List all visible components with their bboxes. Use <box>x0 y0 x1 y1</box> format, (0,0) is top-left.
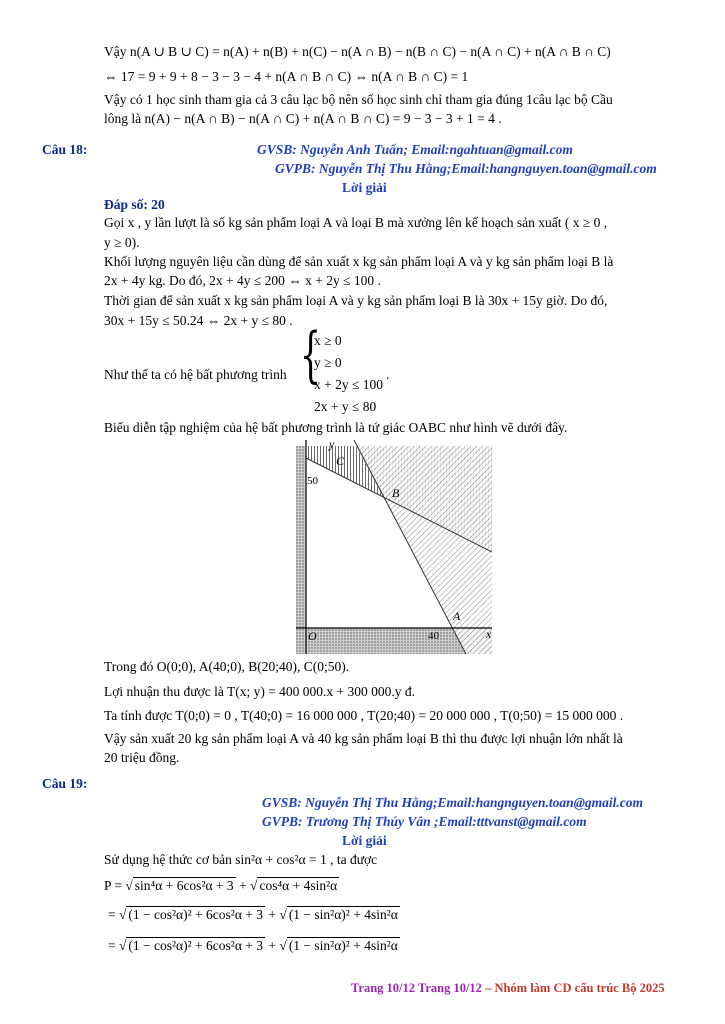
union-formula-line: Vậy n(A ∪ B ∪ C) = n(A) + n(B) + n(C) − n(A ∩ B) − n(B ∩ C) − n(A ∩ C) + n(A ∩ B ∩ C) <box>104 44 611 59</box>
footer-group: Nhóm làm CD cấu trúc Bộ 2025 <box>494 981 665 995</box>
system-brace: { <box>300 320 322 390</box>
q18-conclusion-a: Vậy sản xuất 20 kg sản phẩm loại A và 40 kg sản phẩm loại B thì thu được lợi nhuận lớn nhất là <box>104 731 623 746</box>
q19-gvsb: GVSB: Nguyễn Thị Thu Hằng;Email:hangnguyen.toan@gmail.com <box>262 795 644 810</box>
question-18-label: Câu 18: <box>42 142 88 157</box>
conclusion-line-1: Vậy có 1 học sinh tham gia cả 3 câu lạc bộ nên số học sinh chỉ tham gia đúng 1câu lạc bộ Cầu <box>104 92 613 107</box>
origin-label: O <box>308 629 317 643</box>
conclusion-line-2: lông là n(A) − n(A ∩ B) − n(A ∩ C) + n(A ∩ B ∩ C) = 9 − 3 − 3 + 1 = 4 . <box>104 111 502 126</box>
question-19-label: Câu 19: <box>42 776 88 791</box>
eq1-root-1: sin⁴α + 6cos²α + 3 <box>134 878 234 893</box>
point-B-label: B <box>392 486 400 500</box>
q19-gvpb: GVPB: Trương Thị Thúy Vân ;Email:tttvanst@gmail.com <box>262 814 587 829</box>
y-axis-label: y <box>329 440 335 451</box>
ineq-3: x + 2y ≤ 100 <box>314 377 384 392</box>
q19-eq-3: = √ (1 − cos²α)² + 6cos²α + 3 + √ (1 − sin²α)² + 4sin²α <box>108 938 398 953</box>
q18-para-1a: Gọi x , y lần lượt là số kg sản phẩm loại A và loại B mà xưởng lên kế hoạch sản xuất ( x ≥ 0 , <box>104 215 608 230</box>
eq1-lhs: P = <box>104 878 122 893</box>
y-tick-50: 50 <box>307 475 318 487</box>
q18-vertices: Trong đó O(0;0), A(40;0), B(20;40), C(0;50). <box>104 659 350 674</box>
q18-para-1b: y ≥ 0). <box>104 235 140 250</box>
ineq-1: x ≥ 0 <box>314 333 342 348</box>
q18-para-3b: 30x + 15y ≤ 50.24 ⇔ 2x + y ≤ 80 . <box>104 313 293 328</box>
q19-solution-heading: Lời giải <box>342 833 387 848</box>
eq3-root-2: (1 − sin²α)² + 4sin²α <box>288 938 398 953</box>
eq3-root-1: (1 − cos²α)² + 6cos²α + 3 <box>128 938 264 953</box>
x-tick-40: 40 <box>428 630 439 642</box>
q18-para-3a: Thời gian để sản xuất x kg sản phẩm loại A và y kg sản phẩm loại B là 30x + 15y giờ. Do đó, <box>104 293 608 308</box>
system-period: . <box>386 367 390 382</box>
union-substitution-line: ⇔ 17 = 9 + 9 + 8 − 3 − 3 − 4 + n(A ∩ B ∩ C) ⇔ n(A ∩ B ∩ C) = 1 <box>104 69 469 84</box>
q18-para-2b: 2x + 4y kg. Do đó, 2x + 4y ≤ 200 ⇔ x + 2y ≤ 100 . <box>104 273 381 288</box>
q18-para-4: Biểu diễn tập nghiệm của hệ bất phương trình là tứ giác OABC như hình vẽ dưới đây. <box>104 420 568 435</box>
q18-profit-function: Lợi nhuận thu được là T(x; y) = 400 000.x + 300 000.y đ. <box>104 684 416 699</box>
q19-identity-line: Sử dụng hệ thức cơ bản sin²α + cos²α = 1 , ta được <box>104 852 378 867</box>
q18-answer: Đáp số: 20 <box>104 197 165 212</box>
eq1-root-2: cos⁴α + 4sin²α <box>259 878 338 893</box>
eq2-root-2: (1 − sin²α)² + 4sin²α <box>288 907 398 922</box>
footer-page-1: Trang 10/12 <box>351 981 416 995</box>
feasible-region-figure <box>296 440 492 656</box>
region-x-negative <box>296 446 306 632</box>
footer-page-2: Trang 10/12 <box>417 981 482 995</box>
point-C-label: C <box>336 454 345 468</box>
q19-eq-2: = √ (1 − cos²α)² + 6cos²α + 3 + √ (1 − sin²α)² + 4sin²α <box>108 907 398 922</box>
point-A-label: A <box>453 609 461 623</box>
footer-dash: – <box>481 981 495 995</box>
ineq-2: y ≥ 0 <box>314 355 342 370</box>
q18-para-2a: Khối lượng nguyên liệu cần dùng để sản xuất x kg sản phẩm loại A và y kg sản phẩm loại B là <box>104 254 614 269</box>
q18-conclusion-b: 20 triệu đồng. <box>104 750 180 765</box>
ineq-4: 2x + y ≤ 80 <box>314 399 377 414</box>
q18-gvpb: GVPB: Nguyễn Thị Thu Hằng;Email:hangnguyen.toan@gmail.com <box>275 161 657 176</box>
system-intro: Như thế ta có hệ bất phương trình <box>104 367 287 382</box>
x-axis-label: x <box>486 627 492 641</box>
eq2-root-1: (1 − cos²α)² + 6cos²α + 3 <box>128 907 264 922</box>
q18-profit-values: Ta tính được T(0;0) = 0 , T(40;0) = 16 000 000 , T(20;40) = 20 000 000 , T(0;50) = 15 000 000 . <box>104 708 624 723</box>
page-footer <box>351 981 665 997</box>
q18-solution-heading: Lời giải <box>342 180 387 195</box>
q19-eq-1: P = √ sin⁴α + 6cos²α + 3 + √ cos⁴α + 4sin²α <box>104 878 338 893</box>
q18-gvsb: GVSB: Nguyễn Anh Tuấn; Email:ngahtuan@gmail.com <box>257 142 573 157</box>
